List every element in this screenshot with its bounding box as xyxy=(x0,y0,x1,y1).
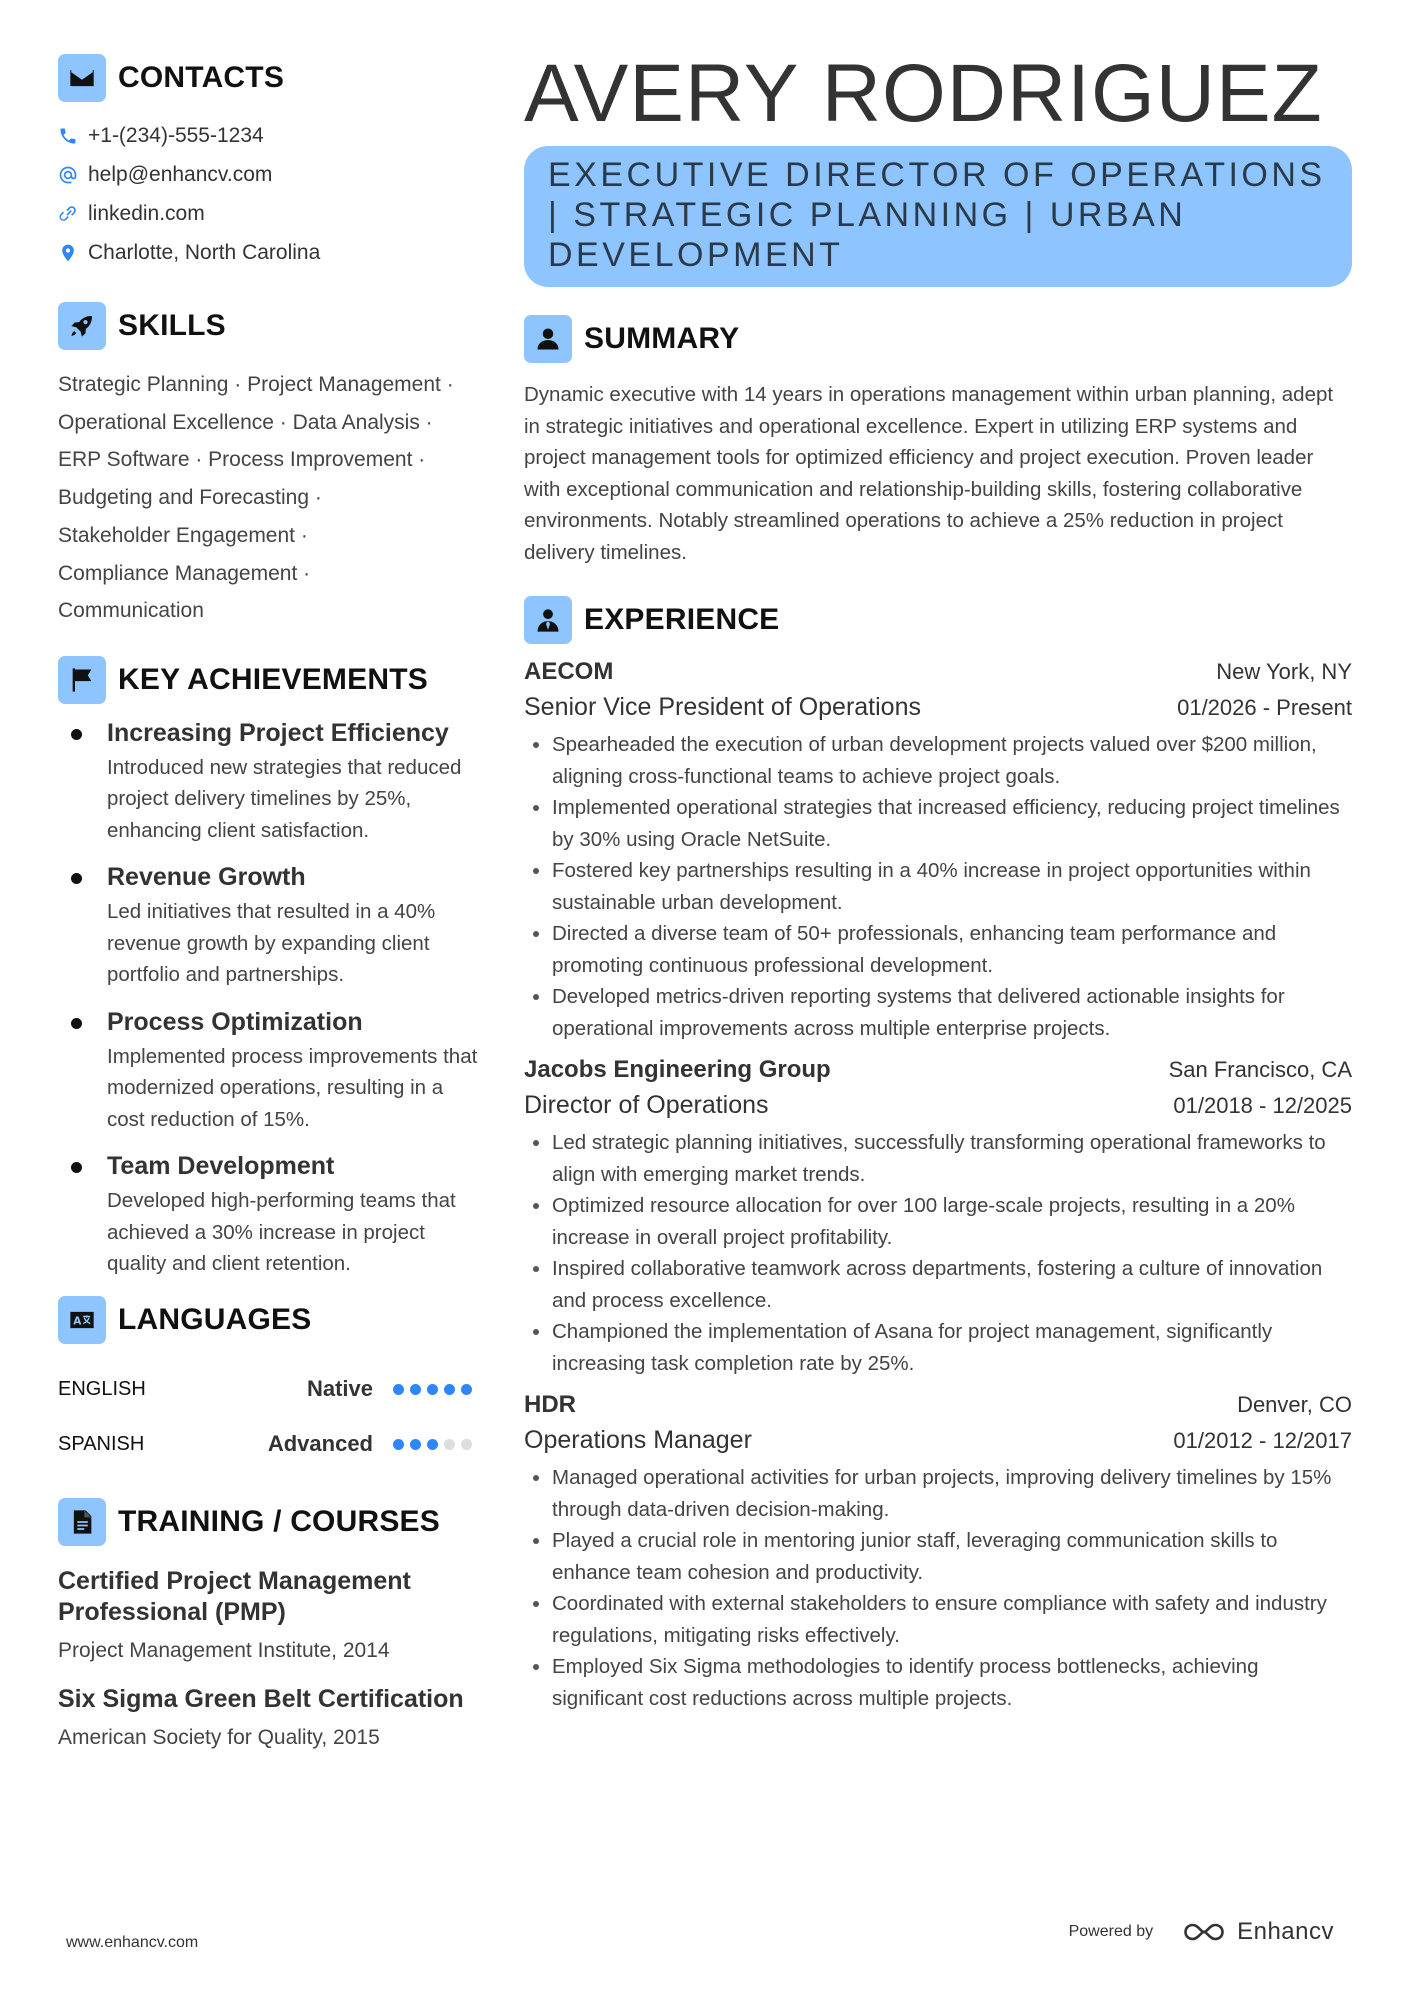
summary-section xyxy=(524,315,1352,568)
enhancv-logo-icon xyxy=(1179,1919,1229,1945)
job-entry xyxy=(524,1056,1352,1379)
contacts-section xyxy=(58,54,478,272)
businessman-icon xyxy=(524,596,572,644)
achievement-title: Increasing Project Efficiency xyxy=(107,718,449,747)
achievement-item xyxy=(58,862,478,991)
skills-list xyxy=(58,366,478,630)
flag-icon xyxy=(58,656,106,704)
achievement-desc: Implemented process improvements that modernized operations, resulting in a cost reduction of 15%. xyxy=(107,1044,478,1131)
summary-text: Dynamic executive with 14 years in operations management within urban planning, adept in strategic initiatives and operational excellence. Expert in utilizing ERP systems and project management tools for optimized efficiency and project execution. Proven leader with exceptional communication and relationship-building skills, fostering collaborative environments. Notably streamlined operations to achieve a 25% reduction in project delivery timelines. xyxy=(524,383,1334,564)
link-icon xyxy=(58,204,78,224)
job-dates: 01/2026 - Present xyxy=(1177,695,1352,720)
rating-dot-filled xyxy=(393,1384,404,1395)
language-rating xyxy=(393,1384,478,1395)
envelope-icon xyxy=(58,54,106,102)
contact-linkedin[interactable] xyxy=(58,194,478,233)
course-provider: Project Management Institute, 2014 xyxy=(58,1638,390,1662)
job-role: Operations Manager xyxy=(524,1426,752,1454)
contact-email[interactable] xyxy=(58,155,478,194)
linkedin-text: linkedin.com xyxy=(88,201,205,225)
achievement-title: Team Development xyxy=(107,1152,335,1181)
achievements-header xyxy=(58,656,478,704)
contacts-title: CONTACTS xyxy=(118,61,285,94)
rating-dot-filled xyxy=(410,1439,421,1450)
achievement-title: Revenue Growth xyxy=(107,863,306,892)
language-name: SPANISH xyxy=(58,1432,145,1455)
bullet-icon xyxy=(71,1162,82,1173)
job-bullet: Implemented operational strategies that increased efficiency, reducing project timelines by 30% using Oracle NetSuite. xyxy=(524,792,1352,855)
job-bullet: Fostered key partnerships resulting in a 40% increase in project opportunities within sustainable urban development. xyxy=(524,855,1352,918)
languages-section xyxy=(58,1296,478,1472)
job-location: Denver, CO xyxy=(1237,1392,1352,1417)
achievements-section xyxy=(58,656,478,1280)
training-section xyxy=(58,1498,478,1753)
job-location: San Francisco, CA xyxy=(1168,1057,1352,1082)
skill-line: Communication xyxy=(58,599,204,623)
right-column xyxy=(524,48,1352,1726)
achievement-item xyxy=(58,1151,478,1280)
job-location: New York, NY xyxy=(1216,659,1352,684)
job-bullet: Developed metrics-driven reporting systems that delivered actionable insights for operational improvements across multiple enterprise projects. xyxy=(524,981,1352,1044)
experience-title: EXPERIENCE xyxy=(584,603,780,636)
skill-line: ERP Software · Process Improvement · xyxy=(58,448,426,472)
job-bullet: Played a crucial role in mentoring junior staff, leveraging communication skills to enhance team cohesion and productivity. xyxy=(524,1525,1352,1588)
email-text: help@enhancv.com xyxy=(88,162,273,186)
training-header xyxy=(58,1498,478,1546)
bullet-icon xyxy=(71,873,82,884)
rating-dot-filled xyxy=(461,1384,472,1395)
job-entry xyxy=(524,1391,1352,1714)
company-name: HDR xyxy=(524,1391,576,1418)
languages-header xyxy=(58,1296,478,1344)
achievement-desc: Introduced new strategies that reduced project delivery timelines by 25%, enhancing client satisfaction. xyxy=(107,755,462,842)
language-level: Advanced xyxy=(267,1431,373,1457)
rating-dot-filled xyxy=(427,1439,438,1450)
left-column xyxy=(58,54,478,1771)
job-bullet: Spearheaded the execution of urban development projects valued over $200 million, aligning cross-functional teams to achieve project goals. xyxy=(524,729,1352,792)
rating-dot-empty xyxy=(444,1439,455,1450)
svg-text:A: A xyxy=(73,1315,82,1328)
course-title: Certified Project Management Professional (PMP) xyxy=(58,1566,411,1626)
contact-phone[interactable] xyxy=(58,116,478,155)
course-item xyxy=(58,1566,478,1666)
language-row xyxy=(58,1417,478,1472)
brand-name: Enhancv xyxy=(1237,1918,1334,1945)
rating-dot-empty xyxy=(461,1439,472,1450)
job-dates: 01/2012 - 12/2017 xyxy=(1173,1428,1352,1453)
achievements-title: KEY ACHIEVEMENTS xyxy=(118,662,428,696)
job-bullets xyxy=(524,729,1352,1044)
skill-line: Stakeholder Engagement · xyxy=(58,523,308,547)
job-role: Director of Operations xyxy=(524,1091,769,1119)
job-bullet: Managed operational activities for urban projects, improving delivery timelines by 15% through data-driven decision-making. xyxy=(524,1462,1352,1525)
skills-header xyxy=(58,302,478,350)
footer-website[interactable]: www.enhancv.com xyxy=(66,1934,199,1951)
achievement-item xyxy=(58,718,478,847)
summary-header xyxy=(524,315,1352,363)
bullet-icon xyxy=(71,1018,82,1029)
job-bullet: Optimized resource allocation for over 100 large-scale projects, resulting in a 20% increase in overall project profitability. xyxy=(524,1190,1352,1253)
language-rating xyxy=(393,1439,478,1450)
user-icon xyxy=(524,315,572,363)
language-row xyxy=(58,1362,478,1417)
job-bullet: Championed the implementation of Asana for project management, significantly increasing task completion rate by 25%. xyxy=(524,1316,1352,1379)
skill-line: Strategic Planning · Project Management · xyxy=(58,373,454,396)
phone-icon xyxy=(58,126,78,146)
company-name: Jacobs Engineering Group xyxy=(524,1056,831,1083)
achievement-desc: Developed high-performing teams that achieved a 30% increase in project quality and client retention. xyxy=(107,1189,456,1276)
skills-section xyxy=(58,302,478,630)
headline-box: EXECUTIVE DIRECTOR OF OPERATIONS | STRATEGIC PLANNING | URBAN DEVELOPMENT xyxy=(524,146,1352,287)
powered-by-label: Powered by xyxy=(1068,1923,1154,1940)
bullet-icon xyxy=(71,729,82,740)
course-provider: American Society for Quality, 2015 xyxy=(58,1725,380,1749)
job-bullet: Coordinated with external stakeholders to ensure compliance with safety and industry regulations, mitigating risks effectively. xyxy=(524,1588,1352,1651)
language-name: ENGLISH xyxy=(58,1377,146,1400)
job-bullet: Directed a diverse team of 50+ professionals, enhancing team performance and promoting continuous professional development. xyxy=(524,918,1352,981)
skills-title: SKILLS xyxy=(118,309,226,342)
rating-dot-filled xyxy=(444,1384,455,1395)
job-bullet: Inspired collaborative teamwork across departments, fostering a culture of innovation and process excellence. xyxy=(524,1253,1352,1316)
experience-header xyxy=(524,596,1352,644)
job-role: Senior Vice President of Operations xyxy=(524,693,921,721)
phone-text: +1-(234)-555-1234 xyxy=(88,123,264,147)
rating-dot-filled xyxy=(410,1384,421,1395)
language-level: Native xyxy=(306,1376,373,1402)
achievement-title: Process Optimization xyxy=(107,1007,363,1036)
training-title: TRAINING / COURSES xyxy=(118,1504,440,1538)
skill-line: Budgeting and Forecasting · xyxy=(58,486,322,510)
rating-dot-filled xyxy=(427,1384,438,1395)
achievement-item xyxy=(58,1007,478,1136)
rocket-icon xyxy=(58,302,106,350)
job-bullets xyxy=(524,1127,1352,1379)
contact-location xyxy=(58,233,478,272)
location-text: Charlotte, North Carolina xyxy=(88,240,321,264)
candidate-name: AVERY RODRIGUEZ xyxy=(524,48,1323,139)
rating-dot-filled xyxy=(393,1439,404,1450)
document-icon xyxy=(58,1498,106,1546)
at-icon xyxy=(58,165,78,185)
company-name: AECOM xyxy=(524,658,614,685)
job-bullet: Led strategic planning initiatives, successfully transforming operational frameworks to align with emerging market trends. xyxy=(524,1127,1352,1190)
language-icon xyxy=(58,1296,106,1344)
contacts-header xyxy=(58,54,478,102)
footer-brand[interactable] xyxy=(1069,1918,1334,1946)
course-title: Six Sigma Green Belt Certification xyxy=(58,1684,464,1713)
course-item xyxy=(58,1684,478,1753)
summary-title: SUMMARY xyxy=(584,322,740,355)
location-pin-icon xyxy=(58,243,78,263)
skill-line: Operational Excellence · Data Analysis · xyxy=(58,410,433,434)
achievement-desc: Led initiatives that resulted in a 40% revenue growth by expanding client portfolio and partnerships. xyxy=(107,900,436,987)
experience-section xyxy=(524,596,1352,1714)
job-entry xyxy=(524,658,1352,1044)
job-bullet: Employed Six Sigma methodologies to identify process bottlenecks, achieving significant cost reductions across multiple projects. xyxy=(524,1651,1352,1714)
skill-line: Compliance Management · xyxy=(58,561,311,585)
languages-title: LANGUAGES xyxy=(118,1302,312,1336)
job-dates: 01/2018 - 12/2025 xyxy=(1173,1093,1352,1118)
job-bullets xyxy=(524,1462,1352,1714)
